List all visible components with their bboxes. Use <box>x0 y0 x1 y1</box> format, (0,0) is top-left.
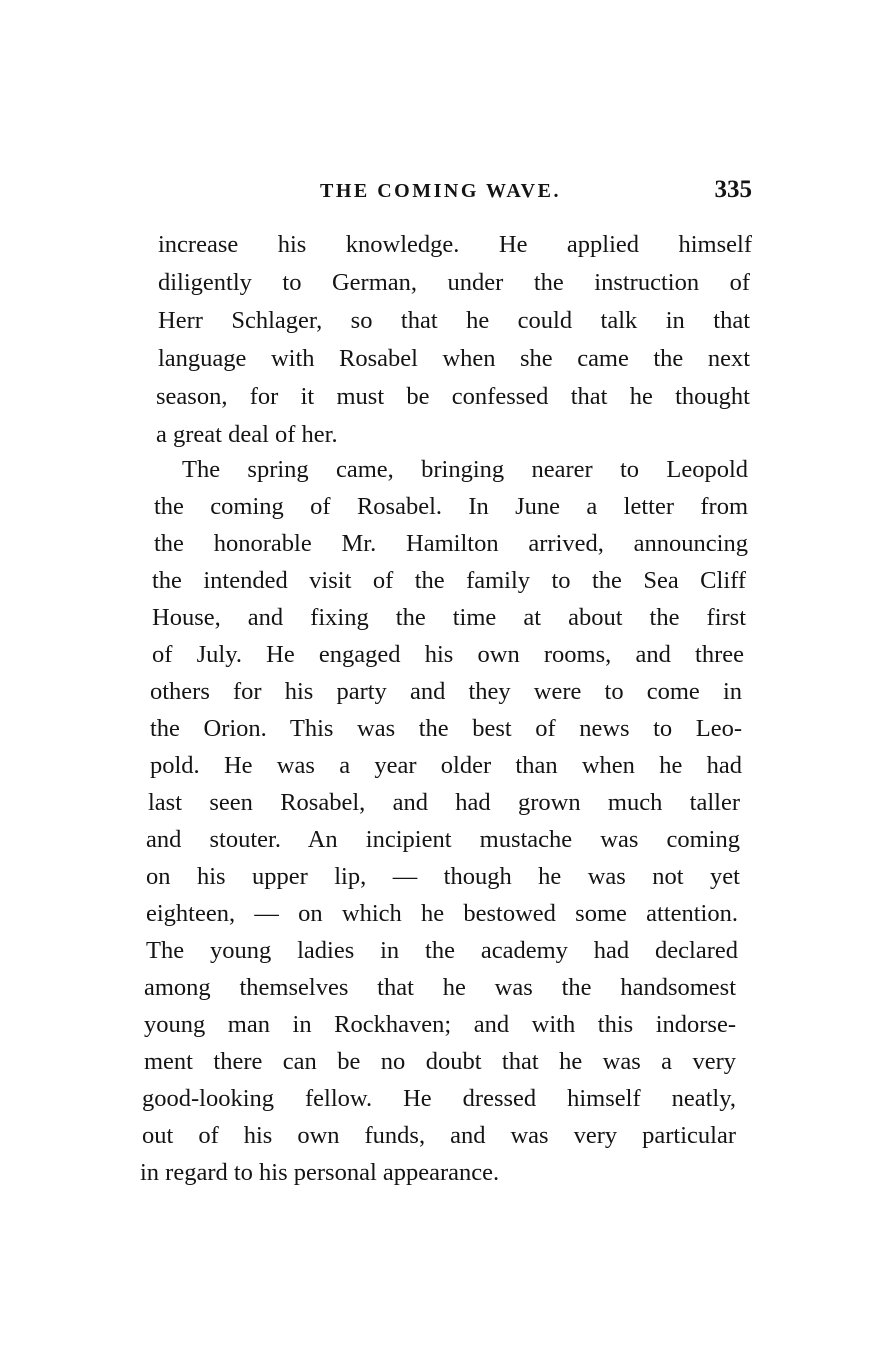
text-line: among themselves that he was the handsomest <box>144 974 736 1001</box>
text-line: others for his party and they were to come in <box>150 678 742 705</box>
page-number: 335 <box>714 176 752 203</box>
text-line: Herr Schlager, so that he could talk in that <box>158 307 750 334</box>
text-line: the intended visit of the family to the Sea Cliff <box>152 567 746 594</box>
text-line: out of his own funds, and was very particular <box>142 1122 736 1149</box>
text-line: the Orion. This was the best of news to Leo- <box>150 715 742 742</box>
text-line: of July. He engaged his own rooms, and three <box>152 641 744 668</box>
text-line: a great deal of her. <box>156 421 338 448</box>
text-line: eighteen, — on which he bestowed some attention. <box>146 900 738 927</box>
text-line: House, and fixing the time at about the first <box>152 604 746 631</box>
text-line: good-looking fellow. He dressed himself neatly, <box>142 1085 736 1112</box>
text-line: season, for it must be confessed that he thought <box>156 383 750 410</box>
text-line: and stouter. An incipient mustache was coming <box>146 826 740 853</box>
text-line: language with Rosabel when she came the next <box>158 345 750 372</box>
text-line: last seen Rosabel, and had grown much taller <box>148 789 740 816</box>
text-line: the coming of Rosabel. In June a letter from <box>154 493 748 520</box>
running-title: THE COMING WAVE. <box>320 180 561 202</box>
text-line: The spring came, bringing nearer to Leopold <box>182 456 748 483</box>
text-line: diligently to German, under the instruction of <box>158 269 750 296</box>
text-line: the honorable Mr. Hamilton arrived, announcing <box>154 530 748 557</box>
text-line: ment there can be no doubt that he was a very <box>144 1048 736 1075</box>
text-line: in regard to his personal appearance. <box>140 1159 500 1186</box>
text-line: on his upper lip, — though he was not yet <box>146 863 740 890</box>
text-line: increase his knowledge. He applied himself <box>158 231 752 258</box>
text-line: young man in Rockhaven; and with this indorse- <box>144 1011 736 1038</box>
text-line: The young ladies in the academy had declared <box>146 937 738 964</box>
text-line: pold. He was a year older than when he had <box>150 752 742 779</box>
